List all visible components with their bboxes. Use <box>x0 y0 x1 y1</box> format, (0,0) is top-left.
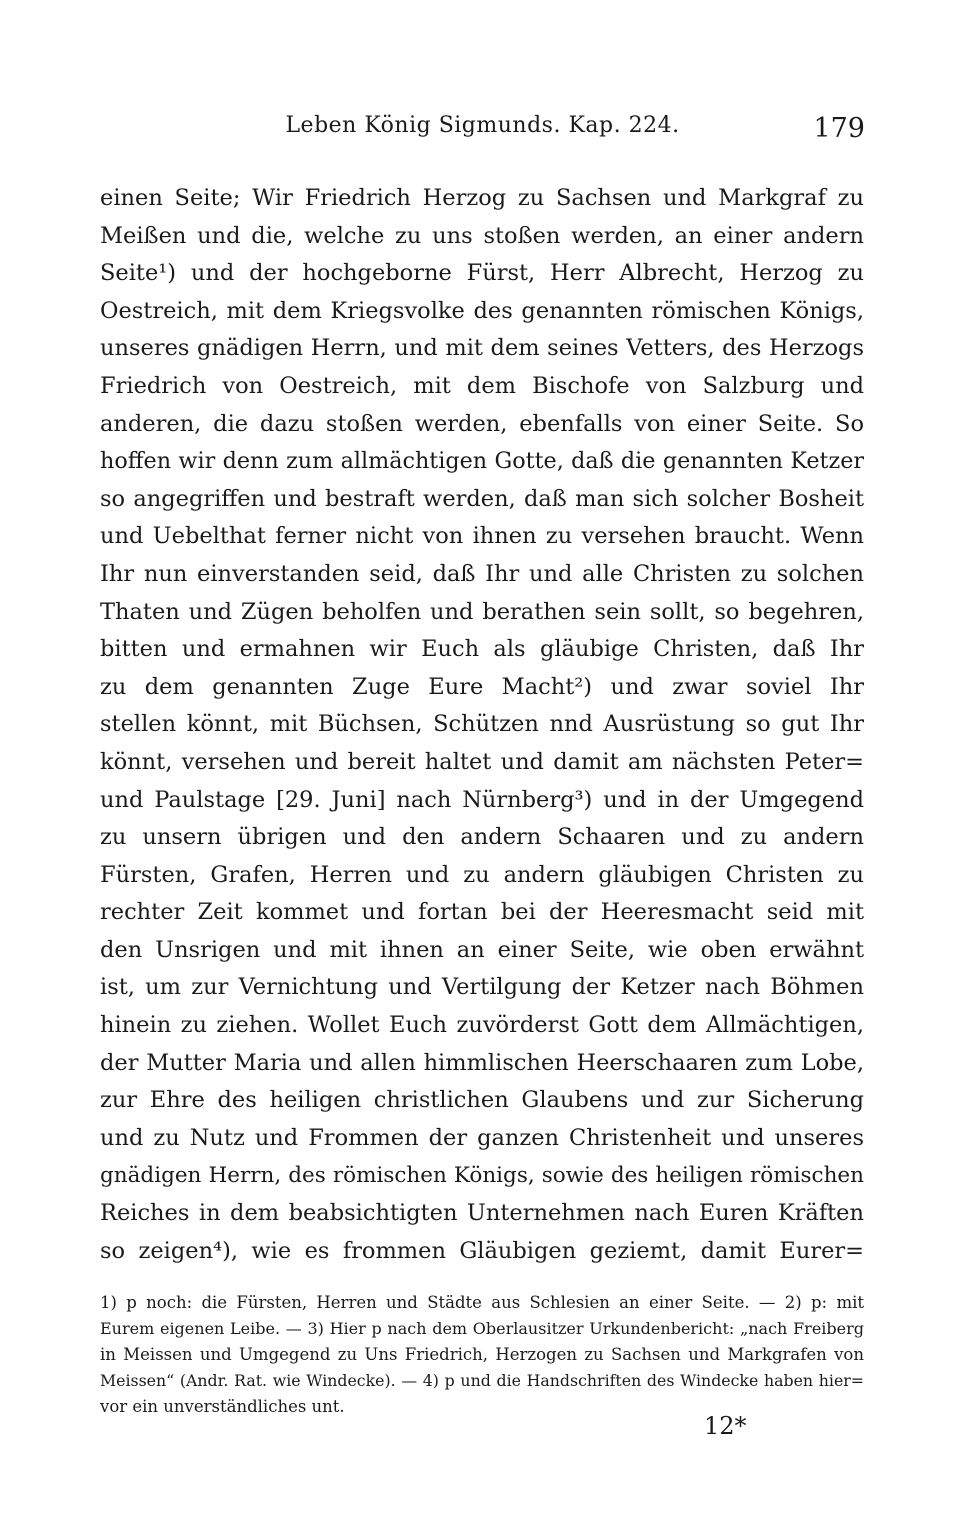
text-line: anderen, die dazu stoßen werden, ebenfalls von einer Seite. So <box>100 410 864 437</box>
text-line: so zeigen⁴), wie es frommen Gläubigen geziemt, damit Eurer= <box>100 1237 864 1264</box>
text-line: Meißen und die, welche zu uns stoßen werden, an einer andern <box>100 222 864 249</box>
text-line: zu dem genannten Zuge Eure Macht²) und zwar soviel Ihr <box>100 673 864 700</box>
text-line: so angegriffen und bestraft werden, daß man sich solcher Bosheit <box>100 485 864 512</box>
text-line: hinein zu ziehen. Wollet Euch zuvörderst Gott dem Allmächtigen, <box>100 1012 864 1039</box>
text-line: bitten und ermahnen wir Euch als gläubige Christen, daß Ihr <box>100 636 864 663</box>
body-text <box>100 180 864 1270</box>
text-line: Ihr nun einverstanden seid, daß Ihr und alle Christen zu solchen <box>100 560 864 587</box>
text-line: könnt, versehen und bereit haltet und damit am nächsten Peter= <box>100 748 864 775</box>
footnote-line: Meissen“ (Andr. Rat. wie Windecke). — 4) p und die Handschriften des Windecke haben hier= <box>100 1371 864 1390</box>
footnote-line: vor ein unverständliches unt. <box>100 1397 345 1416</box>
text-line: Thaten und Zügen beholfen und berathen sein sollt, so begehren, <box>100 598 864 625</box>
text-line: hoffen wir denn zum allmächtigen Gotte, daß die genannten Ketzer <box>100 448 864 475</box>
signature-mark: 12* <box>704 1412 747 1440</box>
text-line: zu unsern übrigen und den andern Schaaren und zu andern <box>100 824 864 851</box>
footnotes <box>100 1290 864 1420</box>
text-line: und Uebelthat ferner nicht von ihnen zu versehen braucht. Wenn <box>100 523 864 550</box>
text-line: stellen könnt, mit Büchsen, Schützen nnd Ausrüstung so gut Ihr <box>100 711 864 738</box>
text-line: der Mutter Maria und allen himmlischen Heerschaaren zum Lobe, <box>100 1049 864 1076</box>
text-line: ist, um zur Vernichtung und Vertilgung der Ketzer nach Böhmen <box>100 974 864 1001</box>
text-line: Seite¹) und der hochgeborne Fürst, Herr Albrecht, Herzog zu <box>100 260 864 287</box>
footnote-line: 1) p noch: die Fürsten, Herren und Städte aus Schlesien an einer Seite. — 2) p: mit <box>100 1293 864 1312</box>
text-line: Friedrich von Oestreich, mit dem Bischofe von Salzburg und <box>100 372 864 399</box>
footnote-line: Eurem eigenen Leibe. — 3) Hier p nach dem Oberlausitzer Urkundenbericht: „nach Freiberg <box>100 1319 864 1338</box>
text-line: und zu Nutz und Frommen der ganzen Christenheit und unseres <box>100 1124 864 1151</box>
text-line: zur Ehre des heiligen christlichen Glaubens und zur Sicherung <box>100 1087 864 1114</box>
text-line: Reiches in dem beabsichtigten Unternehmen nach Euren Kräften <box>100 1200 864 1227</box>
text-line: Oestreich, mit dem Kriegsvolke des genannten römischen Königs, <box>100 297 864 324</box>
text-line: und Paulstage [29. Juni] nach Nürnberg³) und in der Umgegend <box>100 786 864 813</box>
page-number: 179 <box>813 113 865 144</box>
text-line: rechter Zeit kommet und fortan bei der Heeresmacht seid mit <box>100 899 864 926</box>
running-head <box>100 113 865 153</box>
running-title: Leben König Sigmunds. Kap. 224. <box>285 113 680 138</box>
text-line: unseres gnädigen Herrn, und mit dem seines Vetters, des Herzogs <box>100 335 864 362</box>
text-line: den Unsrigen und mit ihnen an einer Seite, wie oben erwähnt <box>100 936 864 963</box>
text-line: Fürsten, Grafen, Herren und zu andern gläubigen Christen zu <box>100 861 864 888</box>
footnote-line: in Meissen und Umgegend zu Uns Friedrich, Herzogen zu Sachsen und Markgrafen von <box>100 1345 864 1364</box>
text-line: gnädigen Herrn, des römischen Königs, sowie des heiligen römischen <box>100 1163 864 1189</box>
text-line: einen Seite; Wir Friedrich Herzog zu Sachsen und Markgraf zu <box>100 185 864 211</box>
